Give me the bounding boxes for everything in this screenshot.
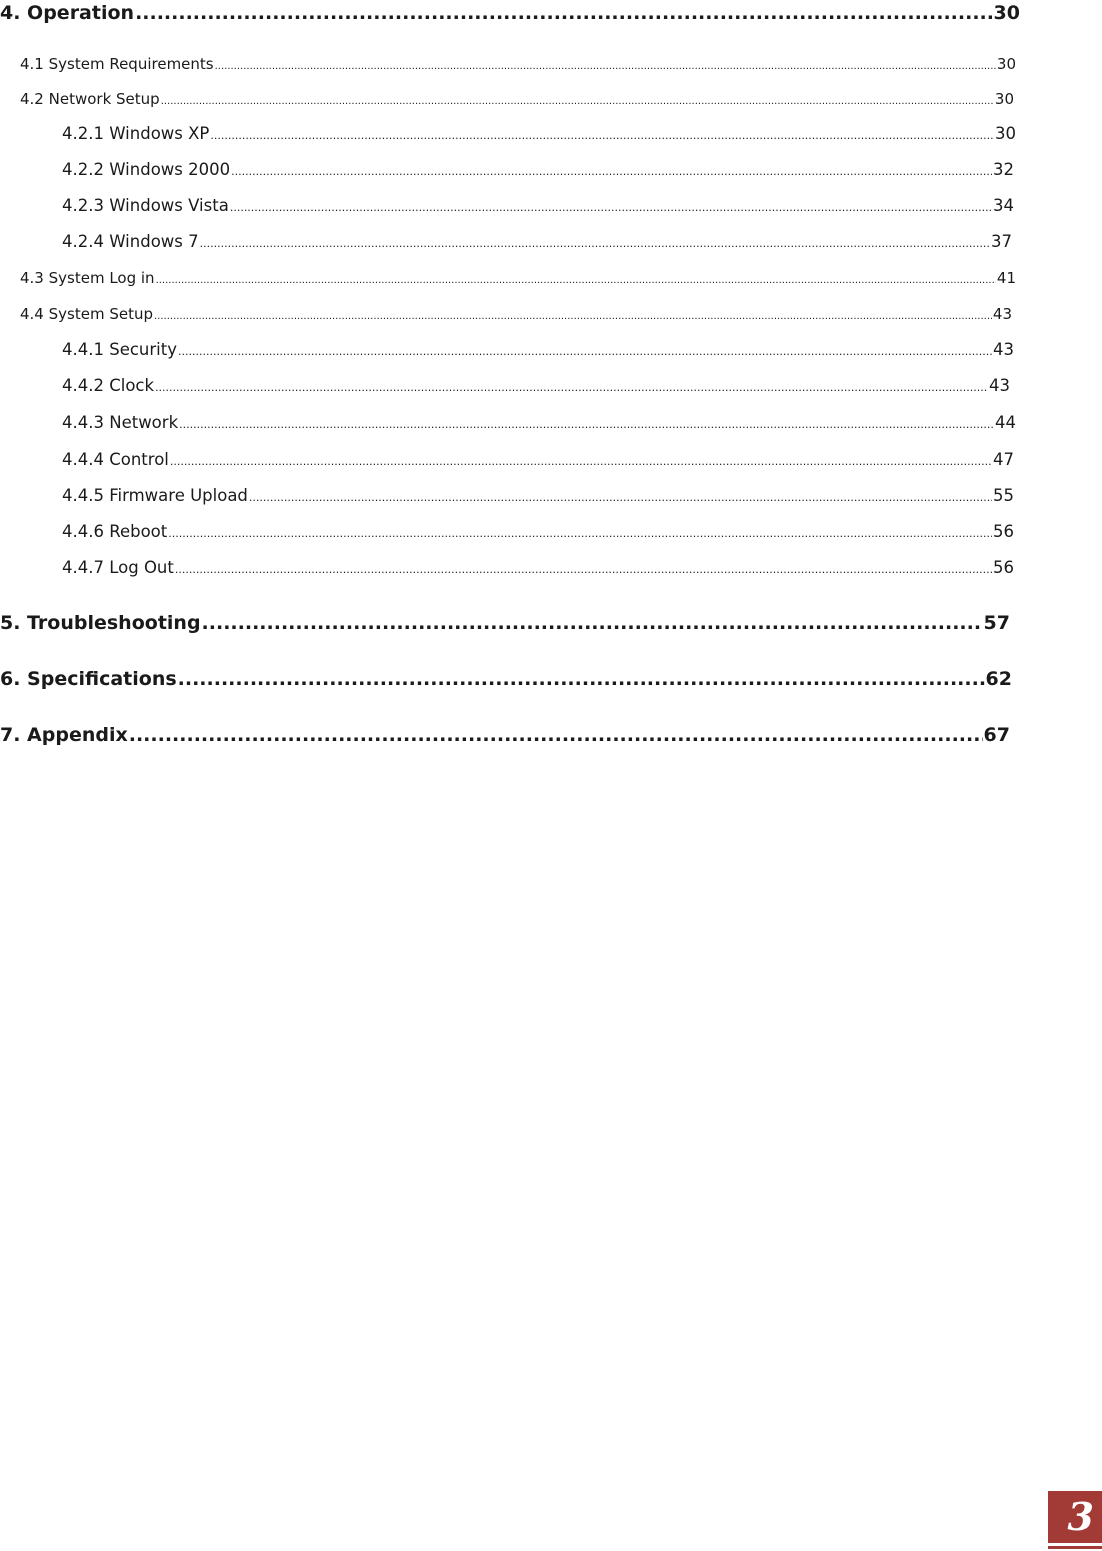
toc-leader-dots	[215, 56, 996, 75]
toc-entry-title: 4.4.1 Security	[62, 340, 177, 359]
toc-entry-page: 57	[983, 612, 1010, 634]
toc-entry-title: 4.4.7 Log Out	[62, 558, 174, 577]
toc-entry-page: 56	[993, 522, 1014, 541]
toc-entry-reboot[interactable]	[62, 520, 1014, 544]
toc-entry-security[interactable]	[62, 338, 1014, 362]
toc-entry-system-requirements[interactable]	[20, 53, 1016, 75]
toc-entry-page: 30	[993, 2, 1020, 24]
toc-entry-page: 47	[993, 450, 1014, 469]
toc-entry-clock[interactable]	[62, 374, 1010, 398]
toc-entry-page: 67	[983, 724, 1010, 746]
toc-leader-dots	[155, 376, 988, 398]
toc-entry-page: 44	[995, 413, 1016, 432]
toc-leader-dots	[168, 522, 992, 544]
page-number-underline	[1048, 1546, 1102, 1549]
toc-entry-title: 4.3 System Log in	[20, 269, 155, 287]
toc-leader-dots	[231, 160, 992, 182]
toc-entry-log-out[interactable]	[62, 556, 1014, 580]
toc-entry-page: 41	[996, 269, 1016, 287]
toc-leader-dots	[135, 0, 992, 26]
toc-entry-title: 4.2.4 Windows 7	[62, 232, 199, 251]
toc-leader-dots	[129, 722, 983, 748]
toc-entry-operation[interactable]	[0, 0, 1020, 26]
toc-entry-control[interactable]	[62, 448, 1014, 472]
toc-entry-page: 56	[993, 558, 1014, 577]
toc-entry-network[interactable]	[62, 411, 1016, 435]
toc-entry-title: 4.4.6 Reboot	[62, 522, 168, 541]
toc-entry-title: 4.2 Network Setup	[20, 90, 160, 108]
toc-leader-dots	[249, 486, 992, 508]
page-number-badge: 3	[1048, 1491, 1102, 1543]
toc-leader-dots	[156, 270, 996, 289]
toc-leader-dots	[178, 340, 992, 362]
toc-entry-title: 4. Operation	[0, 2, 135, 24]
toc-entry-network-setup[interactable]	[20, 88, 1014, 110]
toc-leader-dots	[230, 196, 992, 218]
toc-entry-windows-7[interactable]	[62, 230, 1012, 254]
toc-leader-dots	[170, 450, 992, 472]
toc-leader-dots	[202, 610, 983, 636]
toc-leader-dots	[154, 306, 992, 325]
toc-entry-page: 34	[993, 196, 1014, 215]
toc-leader-dots	[175, 558, 992, 580]
toc-entry-troubleshooting[interactable]	[0, 610, 1010, 636]
toc-entry-title: 4.1 System Requirements	[20, 55, 214, 73]
toc-leader-dots	[178, 666, 985, 692]
toc-entry-page: 43	[992, 305, 1012, 323]
toc-entry-title: 4.2.1 Windows XP	[62, 124, 210, 143]
toc-entry-title: 4.4.3 Network	[62, 413, 179, 432]
toc-entry-windows-vista[interactable]	[62, 194, 1014, 218]
toc-entry-title: 4.4.4 Control	[62, 450, 169, 469]
toc-entry-title: 6. Specifications	[0, 668, 177, 690]
toc-entry-appendix[interactable]	[0, 722, 1010, 748]
toc-entry-windows-xp[interactable]	[62, 122, 1016, 146]
toc-entry-page: 43	[989, 376, 1010, 395]
toc-entry-page: 43	[993, 340, 1014, 359]
toc-entry-title: 4.4.5 Firmware Upload	[62, 486, 248, 505]
toc-entry-specifications[interactable]	[0, 666, 1012, 692]
table-of-contents	[0, 0, 1102, 760]
toc-entry-page: 30	[996, 55, 1016, 73]
toc-entry-title: 4.2.2 Windows 2000	[62, 160, 231, 179]
toc-entry-page: 32	[993, 160, 1014, 179]
toc-entry-title: 7. Appendix	[0, 724, 128, 746]
toc-entry-title: 4.4.2 Clock	[62, 376, 155, 395]
toc-entry-page: 62	[985, 668, 1012, 690]
toc-entry-firmware-upload[interactable]	[62, 484, 1014, 508]
toc-entry-page: 55	[993, 486, 1014, 505]
toc-entry-windows-2000[interactable]	[62, 158, 1014, 182]
toc-entry-title: 5. Troubleshooting	[0, 612, 201, 634]
toc-leader-dots	[210, 124, 994, 146]
toc-leader-dots	[200, 232, 990, 254]
toc-entry-system-setup[interactable]	[20, 303, 1012, 325]
toc-entry-page: 30	[995, 124, 1016, 143]
toc-leader-dots	[161, 91, 994, 110]
toc-entry-title: 4.4 System Setup	[20, 305, 153, 323]
toc-leader-dots	[179, 413, 994, 435]
toc-entry-page: 37	[991, 232, 1012, 251]
toc-entry-page: 30	[994, 90, 1014, 108]
toc-entry-title: 4.2.3 Windows Vista	[62, 196, 229, 215]
toc-entry-system-log-in[interactable]	[20, 267, 1016, 289]
